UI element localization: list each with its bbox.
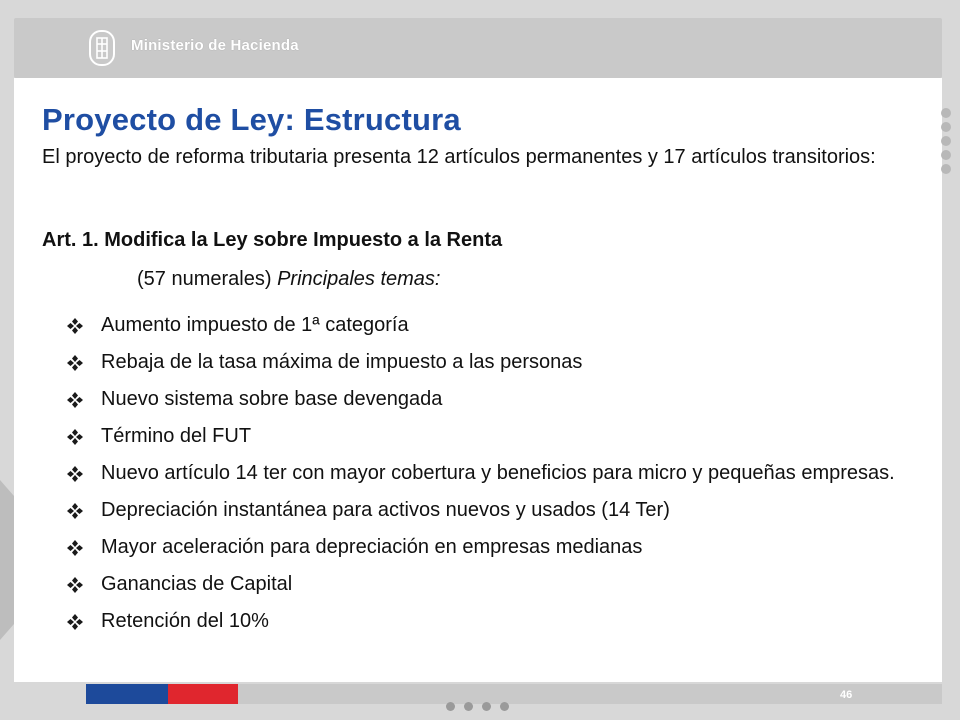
subheading-italic: Principales temas: — [277, 268, 441, 290]
subheading — [137, 268, 440, 291]
four-diamond-bullet-icon — [66, 354, 84, 372]
list-item-text: Nuevo sistema sobre base devengada — [101, 388, 443, 410]
list-item — [64, 608, 924, 635]
four-diamond-bullet-icon — [66, 428, 84, 446]
ministry-name: Ministerio de Hacienda — [131, 37, 299, 54]
slide-title: Proyecto de Ley: Estructura — [42, 102, 461, 137]
four-diamond-bullet-icon — [66, 613, 84, 631]
list-item — [64, 460, 924, 487]
list-item-text: Rebaja de la tasa máxima de impuesto a las personas — [101, 351, 583, 373]
list-item — [64, 312, 924, 339]
four-diamond-bullet-icon — [66, 576, 84, 594]
list-item-text: Retención del 10% — [101, 610, 269, 632]
page-number: 46 — [840, 689, 853, 701]
list-item — [64, 386, 924, 413]
flag-stripe-red — [168, 684, 238, 704]
list-item — [64, 571, 924, 598]
article-heading: Art. 1. Modifica la Ley sobre Impuesto a la Renta — [42, 229, 503, 251]
list-item — [64, 349, 924, 376]
decorative-dots-right — [941, 108, 953, 178]
list-item — [64, 423, 924, 450]
list-item-text: Ganancias de Capital — [101, 573, 293, 595]
four-diamond-bullet-icon — [66, 502, 84, 520]
four-diamond-bullet-icon — [66, 465, 84, 483]
list-item-text: Aumento impuesto de 1ª categoría — [101, 314, 409, 336]
list-item-text: Nuevo artículo 14 ter con mayor cobertura y beneficios para micro y pequeñas empresas. — [101, 462, 895, 484]
four-diamond-bullet-icon — [66, 391, 84, 409]
list-item — [64, 534, 924, 561]
decorative-dots-footer — [446, 698, 526, 710]
four-diamond-bullet-icon — [66, 317, 84, 335]
intro-paragraph: El proyecto de reforma tributaria presenta 12 artículos permanentes y 17 artículos transitorios: — [42, 146, 876, 168]
list-item — [64, 497, 924, 524]
four-diamond-bullet-icon — [66, 539, 84, 557]
flag-stripe-blue — [86, 684, 168, 704]
list-item-text: Término del FUT — [101, 425, 252, 447]
subheading-prefix: (57 numerales) — [137, 268, 278, 290]
topic-list — [64, 312, 924, 645]
decorative-left-tab — [0, 480, 14, 640]
ministry-seal-icon — [89, 30, 115, 66]
list-item-text: Depreciación instantánea para activos nuevos y usados (14 Ter) — [101, 499, 670, 521]
list-item-text: Mayor aceleración para depreciación en empresas medianas — [101, 536, 643, 558]
